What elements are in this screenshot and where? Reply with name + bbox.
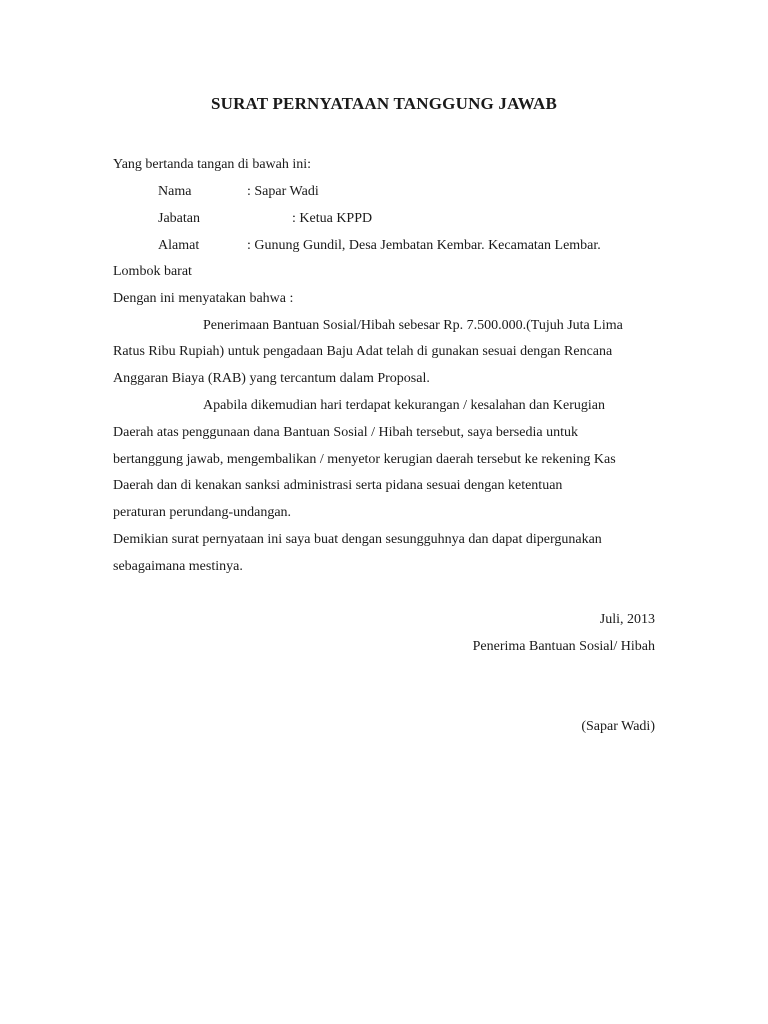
alamat-label: Alamat bbox=[158, 238, 200, 253]
document-title: SURAT PERNYATAAN TANGGUNG JAWAB bbox=[210, 94, 558, 113]
paragraph1-line: Penerimaan Bantuan Sosial/Hibah sebesar Rp. 7.500.000.(Tujuh Juta Lima bbox=[203, 318, 623, 333]
signature-name: (Sapar Wadi) bbox=[581, 719, 655, 734]
paragraph2-line: bertanggung jawab, mengembalikan / menyetor kerugian daerah tersebut ke rekening Kas bbox=[113, 452, 616, 467]
paragraph2-line: peraturan perundang-undangan. bbox=[113, 505, 292, 520]
paragraph2-line: Apabila dikemudian hari terdapat kekurangan / kesalahan dan Kerugian bbox=[203, 398, 605, 413]
alamat-continuation: Lombok barat bbox=[113, 264, 192, 279]
nama-label: Nama bbox=[158, 184, 192, 199]
paragraph1-line: Ratus Ribu Rupiah) untuk pengadaan Baju Adat telah di gunakan sesuai dengan Rencana bbox=[113, 344, 613, 359]
closing-line: Demikian surat pernyataan ini saya buat dengan sesungguhnya dan dapat dipergunakan bbox=[113, 532, 602, 547]
jabatan-value: : Ketua KPPD bbox=[292, 211, 373, 226]
paragraph2-line: Daerah dan di kenakan sanksi administrasi serta pidana sesuai dengan ketentuan bbox=[113, 478, 563, 493]
jabatan-label: Jabatan bbox=[158, 211, 200, 226]
signature-role: Penerima Bantuan Sosial/ Hibah bbox=[472, 639, 655, 654]
closing-line: sebagaimana mestinya. bbox=[113, 559, 243, 574]
alamat-value: : Gunung Gundil, Desa Jembatan Kembar. Kecamatan Lembar. bbox=[247, 238, 601, 253]
paragraph2-line: Daerah atas penggunaan dana Bantuan Sosial / Hibah tersebut, saya bersedia untuk bbox=[113, 425, 578, 440]
nama-value: : Sapar Wadi bbox=[247, 184, 319, 199]
intro-text: Yang bertanda tangan di bawah ini: bbox=[113, 157, 312, 172]
signature-date: Juli, 2013 bbox=[599, 612, 655, 627]
statement-intro: Dengan ini menyatakan bahwa : bbox=[113, 291, 294, 306]
paragraph1-line: Anggaran Biaya (RAB) yang tercantum dalam Proposal. bbox=[113, 371, 430, 386]
